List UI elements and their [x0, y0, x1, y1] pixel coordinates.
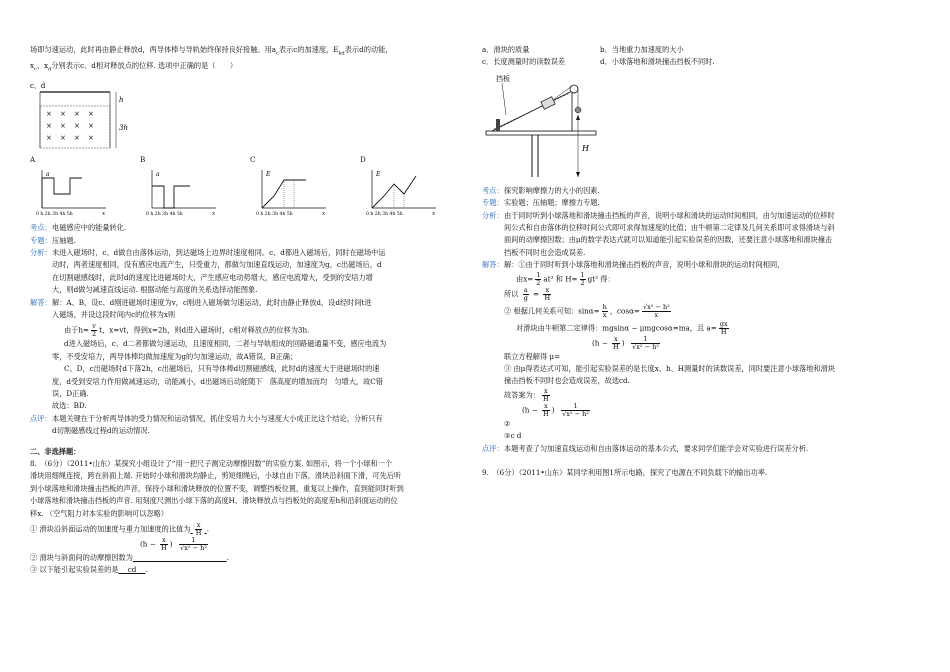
q8-line-3: 到小球落地和滑块撞击挡板的声音，保持小球和滑块释放的位置不变，调整挡板位置，重复以上操作，直到能同时听到 [30, 483, 404, 493]
svg-text:×: × [46, 133, 52, 142]
r-fenxi-line-2: 间公式和自由落体的位移时间公式即可求得加速度的比值；由牛顿第二定律及几何关系即可求得滑块与斜 [504, 223, 835, 233]
option-b-letter: B [140, 154, 146, 164]
svg-text:×: × [88, 133, 94, 142]
fenxi-line-2: 动时，两者速度相同，没有感应电流产生，只受重力，都做匀加速直线运动，加速度为g，c出磁场后，d [52, 260, 382, 270]
svg-text:E: E [266, 171, 271, 179]
r-jieda-formula-2: 所以 $\frac{a}{g}$ = $\frac{x}{H}$ [504, 285, 551, 302]
option-graphs [30, 154, 458, 216]
fenxi-line-4: 大，则d做匀减速直线运动. 根据动能与高度的关系选择动能图象. [52, 285, 258, 295]
r-kaodian-row: 考点：探究影响摩擦力的大小的因素. [482, 185, 600, 195]
svg-text:×: × [46, 121, 52, 130]
r-fenxi-line-4: 挡板不同时也会造成误差. [504, 247, 586, 257]
svg-text:E: E [376, 171, 381, 179]
magnetic-field-figure [30, 78, 140, 150]
svg-text:0 h 2h 3h 4h 5h: 0 h 2h 3h 4h 5h [146, 212, 183, 217]
r-answer-3: ③c d [504, 431, 522, 441]
option-b-graph [140, 154, 220, 216]
jieda2-line-2: 零，不受安培力，两导体棒均做加速度为g的匀加速运动，故A错误，B正确； [52, 351, 298, 361]
q8-line-5: 移x. （空气阻力对本实验的影响可以忽略） [30, 508, 168, 518]
r-jieda-formula-1: 由x= $\frac{1}{2}$ at² 和 H= $\frac{1}{2}$ gt² 得： [516, 270, 615, 287]
r-answer-formula: (h − $\frac{x}{H}$ ) $\frac{1}{\text{√x² − h²}}$ [522, 401, 589, 418]
r-jieda-mu: 联立方程解得 μ= [504, 351, 561, 361]
option-c-letter: C [250, 154, 256, 164]
dianping-line-2: d切割磁感线过程d的运动情况. [52, 426, 150, 436]
q8-part-2: ② 滑块与斜面间的动摩擦因数为 . [30, 553, 229, 563]
intro-line-2: $x_c$、$x_d$分别表示c、d相对释放点的位移. 选项中正确的是（ ） [30, 60, 238, 73]
svg-text:×: × [60, 133, 66, 142]
zhuanti-row: 专题：压轴题. [30, 235, 76, 245]
baffle-label: 挡板 [496, 74, 510, 83]
q8-part-3: ③ 以下能引起实验误差的是 cd . [30, 565, 148, 575]
r-fenxi-line-3: 面间的动摩擦因数；由μ的数学表达式就可以知道能引起实验误差的因数，还要注意小球落地和滑块撞击 [504, 235, 833, 245]
jieda3-line-1: C、D，c出磁场时d下落2h，c出磁场后，只有导体棒d切割磁感线，此时d的速度大于进磁场时的速 [64, 364, 380, 374]
jieda2-line-1: d进入磁场后，c、d二者都做匀速运动，且速度相同，二者与导轨组成的回路磁通量不变，感应电流为 [64, 339, 387, 349]
svg-text:×: × [74, 133, 80, 142]
svg-text:×: × [88, 109, 94, 118]
option-d-graph [360, 154, 440, 216]
svg-text:×: × [60, 109, 66, 118]
svg-text:x: x [322, 211, 326, 217]
q8-part-2-formula: (h − $\frac{x}{H}$ ) $\frac{1}{\text{√x² − h²}}$ [140, 536, 207, 553]
right-column [482, 44, 914, 480]
jieda3-line-3: 误，D正确. [52, 388, 89, 398]
q8-part-1: ① 滑块沿斜面运动的加速度与重力加速度的比值为 $\frac{x}{H}$ . [30, 521, 209, 538]
incline-apparatus-figure [482, 71, 682, 179]
answer: 故选：BD. [52, 401, 87, 411]
r-jieda-geometry: ② 根据几何关系可知：sinα= $\frac{h}{x}$ ，cosα= $\frac{\text{√x² − h²}}{x}$ [504, 302, 670, 319]
r-answer-row: 故答案为： $\frac{x}{H}$ [504, 386, 549, 403]
section-header: 二、非选择题： [30, 446, 81, 456]
jieda-row: 解答：解：A、B，设c、d刚进磁场时速度为v，c刚进入磁场做匀速运动，此时由静止释放d，设d经时间t进 [30, 297, 372, 307]
r-fenxi-row: 分析：由于同时听到小球落地和滑块撞击挡板的声音，说明小球和滑块的运动时间相同，由匀加速运动的位移时 [482, 210, 835, 220]
figure-label-h: h [119, 95, 124, 104]
height-label: H [582, 143, 589, 153]
figure-label-3h: 3h [119, 123, 128, 132]
options-row-2: c．长度测量时的读数误差 d．小球落地和滑块撞击挡板不同时. [482, 57, 715, 67]
option-c-graph [250, 154, 330, 216]
svg-text:×: × [74, 109, 80, 118]
svg-text:0 h 2h 3h 4h 5h: 0 h 2h 3h 4h 5h [366, 212, 403, 217]
figure-label-cd: c、d [30, 81, 46, 90]
svg-text:×: × [88, 121, 94, 130]
svg-text:x: x [102, 211, 106, 217]
dianping-row: 点评：本题关键在于分析两导体的受力情况和运动情况，抓住安培力大小与速度大小成正比这个结论，分析只有 [30, 413, 383, 423]
r-jieda-error-2: 撞击挡板不同时也会造成误差，故选cd. [504, 376, 630, 386]
svg-text:a: a [156, 171, 160, 179]
svg-text:×: × [74, 121, 80, 130]
q8-line-4: 小球落地和滑块撞击挡板的声音. 用刻度尺测出小球下落的高度H、滑块释放点与挡板处的高度差h和沿斜面运动的位 [30, 496, 398, 506]
jieda3-line-2: 度，d受到安培力作用做减速运动，动能减小，d出磁场后动能随下 落高度的增加而均 匀增大，故C错 [52, 376, 383, 386]
intro-line-1: 场即匀速运动，此时再由静止释放d，两导体棒与导轨始终保持良好接触。用$a_c$表示c的加速度，$E_{kd}$表示d的动能， [30, 45, 393, 57]
r-zhuanti-row: 专题：实验题；压轴题；摩擦力专题. [482, 198, 600, 208]
r-jieda-newton: 对滑块由牛顿第二定律得：mgsinα − μmgcosα=ma，且 a= $\frac{gx}{H}$ [516, 319, 728, 336]
left-column [30, 44, 458, 577]
svg-text:×: × [60, 121, 66, 130]
svg-text:0 h 2h 3h 4h 5h: 0 h 2h 3h 4h 5h [36, 212, 73, 217]
fenxi-row: 分析：未进入磁场时，c、d做自由落体运动，到达磁场上边界时速度相同。c、d都进入磁场后，同时在磁场中运 [30, 247, 386, 257]
svg-text:a: a [46, 171, 50, 179]
fenxi-line-3: 在切割磁感线时，此时d的速度比进磁场时大，产生感应电动势增大，感应电流增大，受到的安培力增 [52, 272, 373, 282]
r-jieda-row: 解答：解：①由于同时听到小球落地和滑块撞击挡板的声音，说明小球和滑块的运动时间相同， [482, 260, 785, 270]
option-a-graph [30, 154, 110, 216]
q9-line: 9. （6分）（2011•山东）某同学利用图1所示电路，探究了电源在不同负载下的输出功率. [482, 468, 768, 478]
svg-text:x: x [432, 211, 436, 217]
r-answer-2: ② [504, 418, 511, 428]
q8-line-1: 8. （6分）（2011•山东）某探究小组设计了“用一把尺子测定动摩擦因数”的实验方案. 如图示，将一个小球和一个 [30, 459, 393, 468]
jieda-line-2: 入磁场，并设这段时间内c的位移为x则 [52, 309, 176, 319]
options-row-1: a．滑块的质量 b．当地重力加速度的大小 [482, 45, 684, 54]
kaodian-row: 考点：电磁感应中的能量转化. [30, 223, 127, 233]
r-jieda-mu-formula: (h − $\frac{x}{H}$ ) $\frac{1}{\text{√x² − h²}}$ [592, 334, 659, 351]
r-jieda-error-1: ③ 由μ得表达式可知，能引起实验误差的是长度x、h、H测量时的读数误差，同时要注意小球落地和滑块 [504, 364, 835, 374]
svg-text:0 h 2h 3h 4h 5h: 0 h 2h 3h 4h 5h [256, 212, 293, 217]
jieda-formula: 由于h= $\frac{v}{2}$ t，x=vt，得到x=2h，则d进入磁场时，c相对释放点的位移为3h. [64, 322, 310, 339]
option-d-letter: D [360, 154, 366, 164]
option-a-letter: A [30, 154, 36, 164]
svg-text:×: × [46, 109, 52, 118]
svg-text:x: x [212, 211, 216, 217]
r-dianping-row: 点评：本题考查了匀加速直线运动和自由落体运动的基本公式，要求同学们能学会对实验进行误差分析. [482, 443, 809, 453]
q8-line-2: 滑块用细绳连接，跨在斜面上端. 开始时小球和滑块均静止，剪短细绳后，小球自由下落，滑块沿斜面下滑，可先后听 [30, 471, 402, 481]
